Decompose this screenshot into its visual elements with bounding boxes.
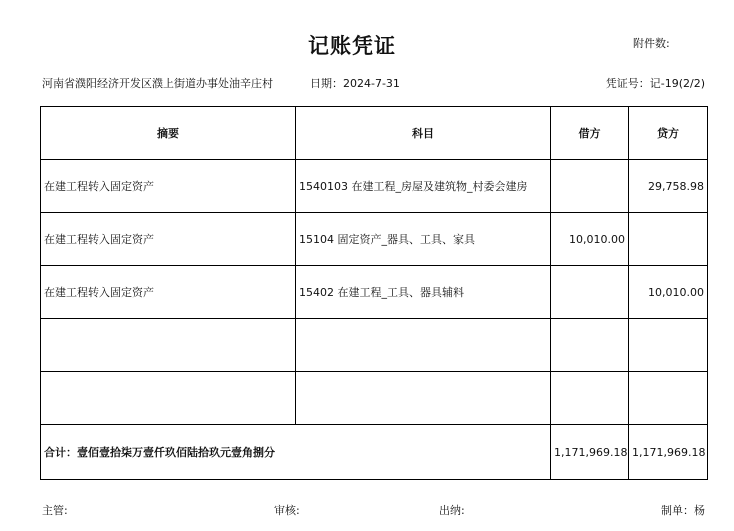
voucher-title: 记账凭证 (308, 34, 396, 58)
cell-credit: 10,010.00 (629, 266, 708, 319)
total-credit: 1,171,969.18 (629, 425, 708, 480)
cell-summary: 在建工程转入固定资产 (41, 266, 296, 319)
cell-summary: 在建工程转入固定资产 (41, 160, 296, 213)
voucher-number: 凭证号：记-19(2/2) (605, 77, 705, 90)
voucher-table (40, 106, 708, 480)
cell-credit (629, 213, 708, 266)
total-label: 合计：壹佰壹拾柒万壹仟玖佰陆拾玖元壹角捌分 (41, 425, 551, 480)
organization-name: 河南省濮阳经济开发区濮上街道办事处油辛庄村 (42, 77, 273, 90)
cashier-label: 出纳: (439, 504, 465, 517)
table-row-empty (41, 372, 708, 425)
maker-label: 制单：杨 (661, 504, 705, 517)
attachments-label: 附件数: (633, 37, 670, 50)
total-debit: 1,171,969.18 (551, 425, 629, 480)
total-row (41, 425, 708, 480)
column-header-account: 科目 (296, 107, 551, 160)
cell-credit (629, 372, 708, 425)
cell-summary (41, 319, 296, 372)
table-row (41, 213, 708, 266)
supervisor-label: 主管: (42, 504, 68, 517)
cell-account: 15104 固定资产_器具、工具、家具 (296, 213, 551, 266)
table-row (41, 266, 708, 319)
table-row (41, 160, 708, 213)
cell-account: 15402 在建工程_工具、器具辅料 (296, 266, 551, 319)
cell-debit (551, 372, 629, 425)
cell-debit (551, 160, 629, 213)
cell-credit: 29,758.98 (629, 160, 708, 213)
table-row-empty (41, 319, 708, 372)
cell-credit (629, 319, 708, 372)
voucher-info-row (42, 75, 705, 91)
reviewer-label: 审核: (274, 504, 300, 517)
cell-debit (551, 266, 629, 319)
column-header-debit: 借方 (551, 107, 629, 160)
cell-summary: 在建工程转入固定资产 (41, 213, 296, 266)
cell-debit: 10,010.00 (551, 213, 629, 266)
cell-summary (41, 372, 296, 425)
cell-account (296, 319, 551, 372)
cell-account: 1540103 在建工程_房屋及建筑物_村委会建房 (296, 160, 551, 213)
cell-account (296, 372, 551, 425)
signature-footer (42, 502, 705, 518)
table-header-row (41, 107, 708, 160)
voucher-date: 日期：2024-7-31 (310, 77, 400, 90)
column-header-credit: 贷方 (629, 107, 708, 160)
column-header-summary: 摘要 (41, 107, 296, 160)
cell-debit (551, 319, 629, 372)
